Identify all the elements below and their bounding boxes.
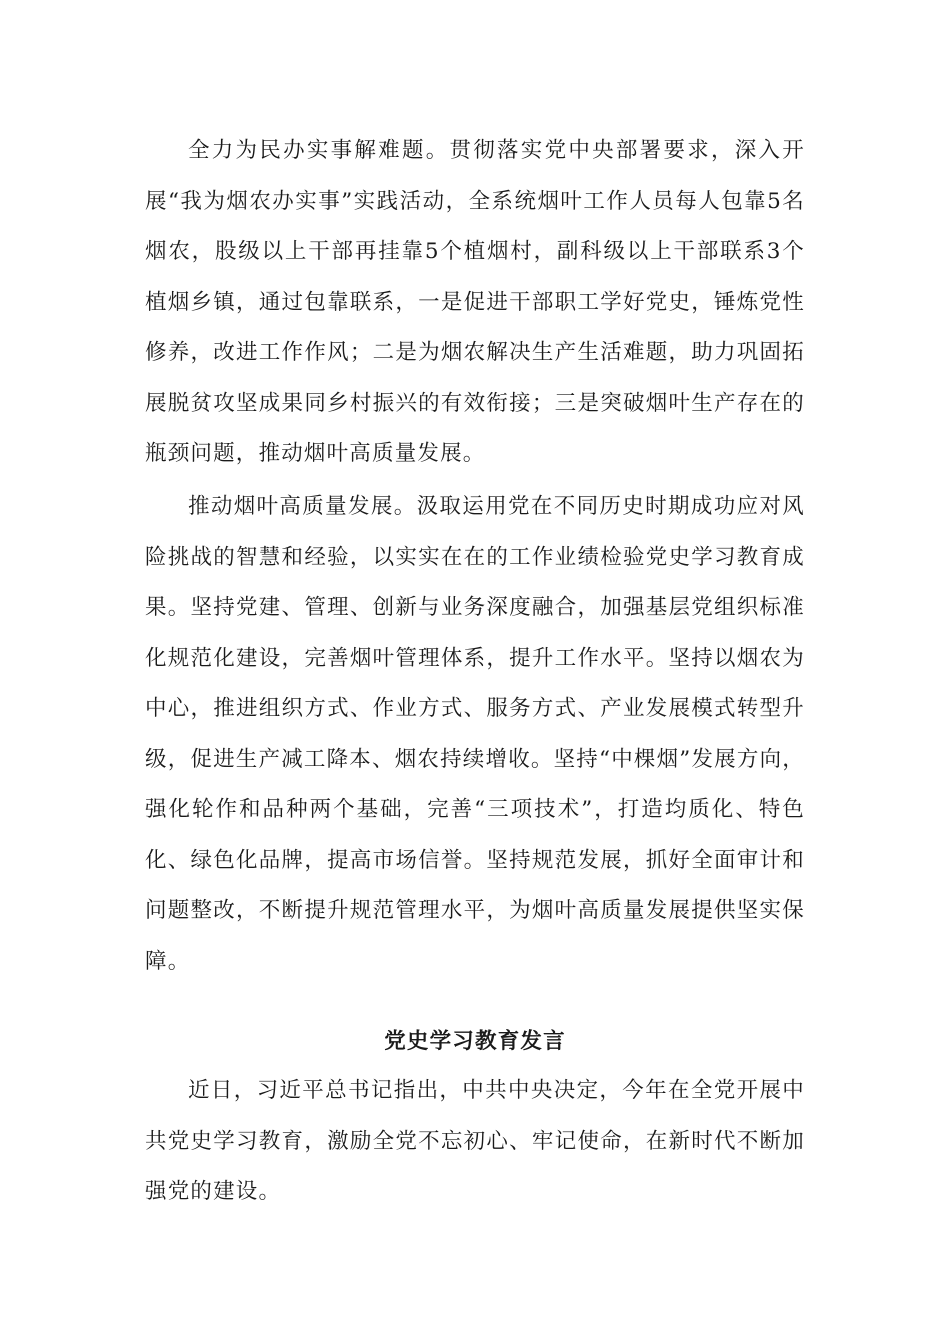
body-paragraph: 推动烟叶高质量发展。汲取运用党在不同历史时期成功应对风险挑战的智慧和经验，以实实在在的工作业绩检验党史学习教育成果。坚持党建、管理、创新与业务深度融合，加强基层党组织标准化规范化建设，完善烟叶管理体系，提升工作水平。坚持以烟农为中心，推进组织方式、作业方式、服务方式、产业发展模式转型升级，促进生产减工降本、烟农持续增收。坚持“中棵烟”发展方向，强化轮作和品种两个基础，完善“三项技术”，打造均质化、特色化、绿色化品牌，提高市场信誉。坚持规范发展，抓好全面审计和问题整改，不断提升规范管理水平，为烟叶高质量发展提供坚实保障。 [145, 494, 805, 974]
section-title: 党史学习教育发言 [384, 1029, 566, 1054]
body-paragraph: 全力为民办实事解难题。贯彻落实党中央部署要求，深入开展“我为烟农办实事”实践活动，全系统烟叶工作人员每人包靠5名烟农，股级以上干部再挂靠5个植烟村，副科级以上干部联系3个植烟乡镇，通过包靠联系，一是促进干部职工学好党史，锤炼党性修养，改进工作作风；二是为烟农解决生产生活难题，助力巩固拓展脱贫攻坚成果同乡村振兴的有效衔接；三是突破烟叶生产存在的瓶颈问题，推动烟叶高质量发展。 [145, 138, 805, 466]
body-paragraph: 近日，习近平总书记指出，中共中央决定，今年在全党开展中共党史学习教育，激励全党不忘初心、牢记使命，在新时代不断加强党的建设。 [145, 1078, 805, 1204]
